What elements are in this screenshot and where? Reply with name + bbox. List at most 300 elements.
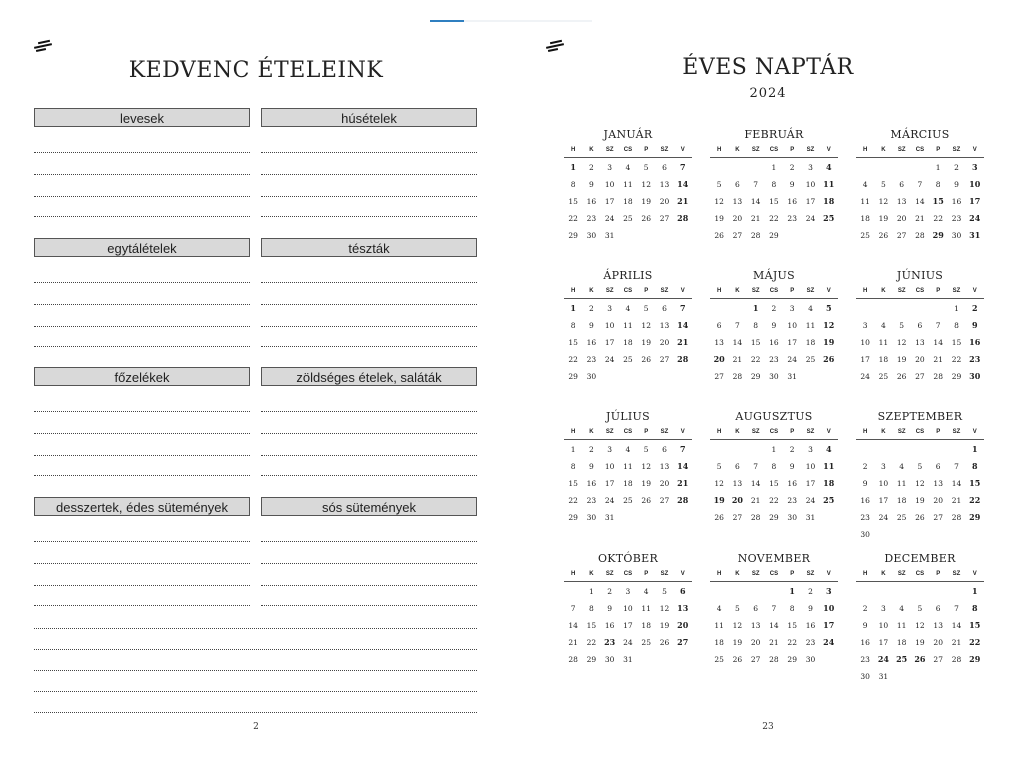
writing-line[interactable] — [34, 346, 250, 347]
day-cell: 1 — [570, 162, 576, 172]
day-cell: 11 — [623, 180, 633, 189]
weekday-label: V — [826, 571, 831, 577]
day-cell: 31 — [878, 672, 889, 681]
day-cell: 19 — [641, 479, 651, 488]
day-cell: 12 — [714, 197, 724, 206]
day-cell: 11 — [714, 621, 724, 630]
day-cell: 27 — [677, 637, 689, 647]
day-cell: 2 — [862, 604, 868, 613]
day-cell: 18 — [641, 621, 651, 630]
writing-line[interactable] — [34, 605, 250, 606]
day-cell: 30 — [586, 372, 597, 381]
writing-line[interactable] — [261, 326, 477, 327]
weekday-label: CS — [623, 429, 633, 435]
days-grid — [710, 300, 838, 385]
weekday-label: H — [570, 147, 576, 153]
day-cell: 7 — [954, 604, 959, 613]
empty-day-cell — [893, 441, 911, 458]
writing-line[interactable] — [261, 216, 477, 217]
day-cell: 14 — [750, 197, 761, 206]
day-cell: 1 — [570, 445, 576, 454]
day-cell: 4 — [808, 304, 813, 313]
page-number: 23 — [762, 722, 774, 732]
day-cell: 27 — [659, 496, 670, 505]
day-cell: 11 — [623, 321, 633, 330]
weekday-label: P — [790, 288, 795, 294]
empty-day-cell — [856, 159, 874, 176]
category-section — [261, 367, 477, 386]
day-cell: 4 — [862, 180, 868, 189]
weekday-label: SZ — [952, 147, 961, 153]
month-name: JÚLIUS — [606, 410, 650, 423]
day-cell: 24 — [805, 214, 816, 223]
day-cell: 3 — [881, 604, 886, 613]
weekday-label: P — [644, 429, 649, 435]
weekday-label: V — [972, 429, 977, 435]
weekday-label: SZ — [806, 288, 815, 294]
day-cell: 10 — [623, 604, 633, 613]
day-cell: 12 — [915, 621, 925, 630]
weekday-label: P — [936, 288, 941, 294]
weekday-label: H — [716, 429, 722, 435]
day-cell: 29 — [750, 372, 761, 381]
weekday-label: K — [735, 571, 740, 577]
empty-day-cell — [893, 300, 911, 317]
month-name: SZEPTEMBER — [877, 410, 963, 423]
empty-day-cell — [856, 441, 874, 458]
writing-line[interactable] — [34, 691, 477, 692]
day-cell: 4 — [899, 604, 905, 613]
weekday-label: H — [716, 147, 722, 153]
day-cell: 22 — [969, 637, 981, 647]
writing-line[interactable] — [261, 411, 477, 412]
weekday-label: P — [936, 429, 941, 435]
day-cell: 21 — [769, 638, 779, 647]
weekday-label: H — [716, 571, 722, 577]
day-cell: 16 — [604, 621, 615, 630]
day-cell: 21 — [677, 337, 689, 347]
day-cell: 3 — [625, 587, 631, 596]
weekday-label: CS — [623, 288, 633, 294]
day-cell: 24 — [878, 513, 889, 522]
weekday-label: K — [589, 147, 594, 153]
writing-line[interactable] — [34, 628, 477, 629]
empty-day-cell — [911, 583, 929, 600]
day-cell: 12 — [732, 621, 743, 630]
day-cell: 24 — [604, 496, 615, 505]
days-grid — [856, 441, 984, 543]
weekday-label: SZ — [605, 571, 614, 577]
writing-line[interactable] — [34, 670, 477, 671]
day-cell: 8 — [771, 180, 777, 189]
writing-line[interactable] — [261, 282, 477, 283]
writing-line[interactable] — [34, 585, 250, 586]
day-cell: 6 — [935, 462, 941, 471]
writing-line[interactable] — [261, 563, 477, 564]
day-cell: 9 — [808, 604, 813, 613]
day-cell: 26 — [915, 513, 925, 522]
day-cell: 8 — [570, 180, 576, 189]
days-grid — [710, 159, 838, 244]
writing-line[interactable] — [34, 174, 250, 175]
weekday-label: SZ — [605, 429, 614, 435]
writing-line[interactable] — [34, 411, 250, 412]
day-cell: 1 — [589, 587, 594, 596]
day-cell: 7 — [771, 604, 777, 613]
day-cell: 29 — [568, 231, 578, 240]
writing-line[interactable] — [34, 196, 250, 197]
day-cell: 10 — [604, 321, 615, 330]
day-cell: 22 — [568, 355, 578, 364]
weekday-header-row — [856, 567, 984, 582]
writing-line[interactable] — [34, 475, 250, 476]
day-cell: 25 — [823, 213, 835, 223]
empty-day-cell — [893, 159, 911, 176]
day-cell: 20 — [659, 479, 670, 488]
day-cell: 21 — [951, 496, 962, 505]
day-cell: 23 — [805, 638, 816, 647]
day-cell: 3 — [971, 162, 978, 172]
day-cell: 5 — [643, 445, 649, 454]
writing-line[interactable] — [261, 152, 477, 153]
day-cell: 20 — [731, 495, 743, 505]
month-block — [710, 127, 838, 244]
empty-day-cell — [728, 441, 746, 458]
day-cell: 17 — [805, 479, 816, 488]
day-cell: 1 — [771, 163, 777, 172]
day-cell: 14 — [677, 320, 689, 330]
day-cell: 1 — [954, 304, 959, 313]
writing-line[interactable] — [34, 282, 250, 283]
empty-day-cell — [747, 441, 765, 458]
day-cell: 11 — [641, 604, 651, 613]
day-cell: 18 — [823, 196, 835, 206]
day-cell: 13 — [933, 621, 943, 630]
day-cell: 2 — [789, 445, 795, 454]
day-cell: 28 — [732, 372, 743, 381]
writing-line[interactable] — [261, 475, 477, 476]
writing-line[interactable] — [261, 541, 477, 542]
empty-day-cell — [710, 583, 728, 600]
day-cell: 2 — [589, 304, 594, 313]
day-cell: 22 — [933, 214, 943, 223]
category-header: húsételek — [261, 108, 477, 127]
day-cell: 5 — [881, 180, 886, 189]
weekday-label: H — [862, 147, 868, 153]
weekday-label: CS — [915, 571, 925, 577]
empty-day-cell — [765, 583, 783, 600]
day-cell: 30 — [805, 655, 816, 664]
weekday-label: P — [644, 571, 649, 577]
day-cell: 2 — [971, 303, 978, 313]
weekday-label: P — [644, 147, 649, 153]
weekday-label: SZ — [605, 288, 614, 294]
day-cell: 9 — [954, 180, 959, 189]
writing-line[interactable] — [34, 649, 477, 650]
empty-day-cell — [929, 583, 947, 600]
day-cell: 5 — [825, 303, 832, 313]
day-cell: 26 — [641, 214, 651, 223]
empty-day-cell — [911, 441, 929, 458]
day-cell: 29 — [932, 230, 944, 240]
day-cell: 20 — [732, 214, 743, 223]
day-cell: 26 — [641, 496, 651, 505]
day-cell: 1 — [971, 586, 978, 596]
day-cell: 5 — [643, 163, 649, 172]
writing-line[interactable] — [261, 196, 477, 197]
brand-logo-icon — [34, 40, 54, 52]
day-cell: 10 — [860, 338, 870, 347]
day-cell: 24 — [787, 355, 797, 364]
weekday-label: P — [936, 147, 941, 153]
day-cell: 10 — [823, 603, 835, 613]
day-cell: 2 — [589, 163, 594, 172]
writing-line[interactable] — [34, 216, 250, 217]
writing-line[interactable] — [34, 563, 250, 564]
weekday-label: K — [881, 147, 886, 153]
day-cell: 7 — [753, 180, 759, 189]
day-cell: 3 — [789, 304, 795, 313]
day-cell: 2 — [954, 163, 959, 172]
writing-line[interactable] — [261, 433, 477, 434]
day-cell: 17 — [805, 197, 816, 206]
day-cell: 23 — [586, 355, 597, 364]
month-name: FEBRUÁR — [744, 128, 804, 141]
day-cell: 8 — [935, 180, 941, 189]
day-cell: 20 — [750, 638, 761, 647]
empty-day-cell — [728, 300, 746, 317]
day-cell: 5 — [662, 587, 667, 596]
month-name: JÚNIUS — [896, 269, 944, 282]
weekday-label: CS — [915, 288, 925, 294]
day-cell: 13 — [677, 603, 689, 613]
day-cell: 27 — [896, 231, 907, 240]
writing-line[interactable] — [261, 174, 477, 175]
day-cell: 17 — [969, 196, 981, 206]
category-header: levesek — [34, 108, 250, 127]
day-cell: 2 — [862, 462, 868, 471]
day-cell: 1 — [935, 163, 941, 172]
day-cell: 27 — [714, 372, 724, 381]
weekday-label: K — [881, 571, 886, 577]
day-cell: 15 — [932, 196, 944, 206]
day-cell: 4 — [643, 587, 649, 596]
day-cell: 25 — [623, 214, 633, 223]
weekday-label: P — [936, 571, 941, 577]
weekday-label: SZ — [897, 429, 906, 435]
category-section — [34, 108, 250, 127]
day-cell: 9 — [589, 180, 594, 189]
day-cell: 14 — [769, 621, 779, 630]
day-cell: 15 — [586, 621, 597, 630]
day-cell: 20 — [933, 496, 943, 505]
day-cell: 15 — [750, 338, 761, 347]
weekday-label: K — [735, 288, 740, 294]
weekday-header-row — [710, 143, 838, 158]
writing-line[interactable] — [261, 585, 477, 586]
writing-line[interactable] — [34, 541, 250, 542]
day-cell: 23 — [860, 513, 870, 522]
day-cell: 21 — [750, 496, 761, 505]
weekday-label: SZ — [660, 571, 669, 577]
writing-line[interactable] — [34, 152, 250, 153]
day-cell: 15 — [568, 479, 578, 488]
day-cell: 15 — [969, 620, 981, 630]
day-cell: 27 — [732, 231, 743, 240]
weekday-label: CS — [623, 147, 633, 153]
day-cell: 19 — [659, 621, 670, 630]
weekday-label: P — [790, 429, 795, 435]
day-cell: 14 — [951, 621, 962, 630]
day-cell: 27 — [915, 372, 925, 381]
days-grid — [564, 441, 692, 526]
day-cell: 28 — [769, 655, 779, 664]
writing-line[interactable] — [34, 304, 250, 305]
day-cell: 19 — [641, 197, 651, 206]
day-cell: 26 — [896, 372, 907, 381]
day-cell: 29 — [951, 372, 962, 381]
day-cell: 25 — [878, 372, 889, 381]
day-cell: 24 — [604, 214, 615, 223]
day-cell: 20 — [659, 197, 670, 206]
day-cell: 24 — [969, 213, 981, 223]
day-cell: 19 — [915, 496, 925, 505]
weekday-label: CS — [769, 571, 779, 577]
day-cell: 31 — [604, 231, 615, 240]
writing-line[interactable] — [34, 433, 250, 434]
day-cell: 21 — [677, 478, 689, 488]
weekday-label: V — [826, 429, 831, 435]
weekday-label: P — [790, 571, 795, 577]
day-cell: 21 — [933, 355, 943, 364]
day-cell: 26 — [641, 355, 651, 364]
day-cell: 10 — [604, 462, 615, 471]
day-cell: 4 — [825, 444, 832, 454]
day-cell: 19 — [823, 337, 835, 347]
day-cell: 27 — [659, 355, 670, 364]
days-grid — [564, 159, 692, 244]
weekday-label: SZ — [806, 429, 815, 435]
weekday-label: V — [826, 147, 831, 153]
writing-line[interactable] — [261, 346, 477, 347]
day-cell: 20 — [896, 214, 907, 223]
day-cell: 3 — [825, 586, 832, 596]
day-cell: 13 — [933, 479, 943, 488]
day-cell: 25 — [805, 355, 816, 364]
day-cell: 3 — [607, 163, 613, 172]
day-cell: 6 — [899, 180, 905, 189]
empty-day-cell — [747, 159, 765, 176]
day-cell: 9 — [971, 320, 978, 330]
day-cell: 13 — [732, 197, 743, 206]
writing-line[interactable] — [261, 455, 477, 456]
writing-line[interactable] — [34, 455, 250, 456]
writing-line[interactable] — [34, 712, 477, 713]
day-cell: 20 — [713, 354, 725, 364]
day-cell: 3 — [607, 304, 613, 313]
day-cell: 7 — [735, 321, 740, 330]
day-cell: 4 — [899, 462, 905, 471]
day-cell: 7 — [679, 162, 686, 172]
day-cell: 3 — [862, 321, 868, 330]
weekday-label: SZ — [751, 571, 760, 577]
day-cell: 23 — [787, 214, 797, 223]
day-cell: 7 — [679, 444, 686, 454]
month-block — [564, 127, 692, 244]
day-cell: 15 — [969, 478, 981, 488]
day-cell: 16 — [860, 496, 870, 505]
day-cell: 11 — [878, 338, 889, 347]
writing-line[interactable] — [34, 326, 250, 327]
day-cell: 22 — [586, 638, 597, 647]
day-cell: 26 — [732, 655, 743, 664]
weekday-label: V — [680, 288, 685, 294]
month-block — [710, 268, 838, 385]
day-cell: 31 — [623, 655, 633, 664]
weekday-label: SZ — [605, 147, 614, 153]
writing-line[interactable] — [261, 304, 477, 305]
weekday-label: K — [735, 429, 740, 435]
day-cell: 30 — [586, 231, 597, 240]
day-cell: 12 — [641, 321, 651, 330]
day-cell: 18 — [623, 479, 633, 488]
weekday-label: V — [972, 147, 977, 153]
day-cell: 11 — [823, 179, 835, 189]
day-cell: 12 — [641, 180, 651, 189]
day-cell: 2 — [589, 445, 594, 454]
day-cell: 9 — [589, 462, 594, 471]
day-cell: 3 — [808, 445, 813, 454]
day-cell: 30 — [769, 372, 779, 381]
day-cell: 13 — [915, 338, 925, 347]
weekday-label: SZ — [751, 147, 760, 153]
day-cell: 18 — [623, 338, 633, 347]
day-cell: 14 — [750, 479, 761, 488]
day-cell: 11 — [896, 621, 907, 630]
writing-line[interactable] — [261, 605, 477, 606]
day-cell: 28 — [677, 213, 689, 223]
day-cell: 10 — [805, 180, 816, 189]
empty-day-cell — [856, 300, 874, 317]
day-cell: 4 — [625, 163, 631, 172]
weekday-label: SZ — [660, 429, 669, 435]
month-block — [710, 551, 838, 668]
day-cell: 30 — [604, 655, 615, 664]
day-cell: 27 — [732, 513, 743, 522]
empty-day-cell — [710, 441, 728, 458]
day-cell: 4 — [716, 604, 722, 613]
weekday-label: K — [881, 288, 886, 294]
day-cell: 6 — [662, 304, 667, 313]
day-cell: 31 — [805, 513, 816, 522]
days-grid — [710, 583, 838, 668]
day-cell: 23 — [969, 354, 981, 364]
day-cell: 19 — [713, 495, 725, 505]
category-section — [34, 497, 250, 516]
page-title: ÉVES NAPTÁR — [682, 55, 854, 80]
days-grid — [856, 159, 984, 244]
day-cell: 25 — [823, 495, 835, 505]
day-cell: 7 — [570, 604, 576, 613]
day-cell: 15 — [787, 621, 797, 630]
day-cell: 30 — [787, 513, 797, 522]
day-cell: 28 — [677, 354, 689, 364]
empty-day-cell — [947, 441, 965, 458]
day-cell: 4 — [825, 162, 832, 172]
day-cell: 25 — [641, 638, 651, 647]
day-cell: 23 — [586, 214, 597, 223]
category-header: desszertek, édes sütemények — [34, 497, 250, 516]
